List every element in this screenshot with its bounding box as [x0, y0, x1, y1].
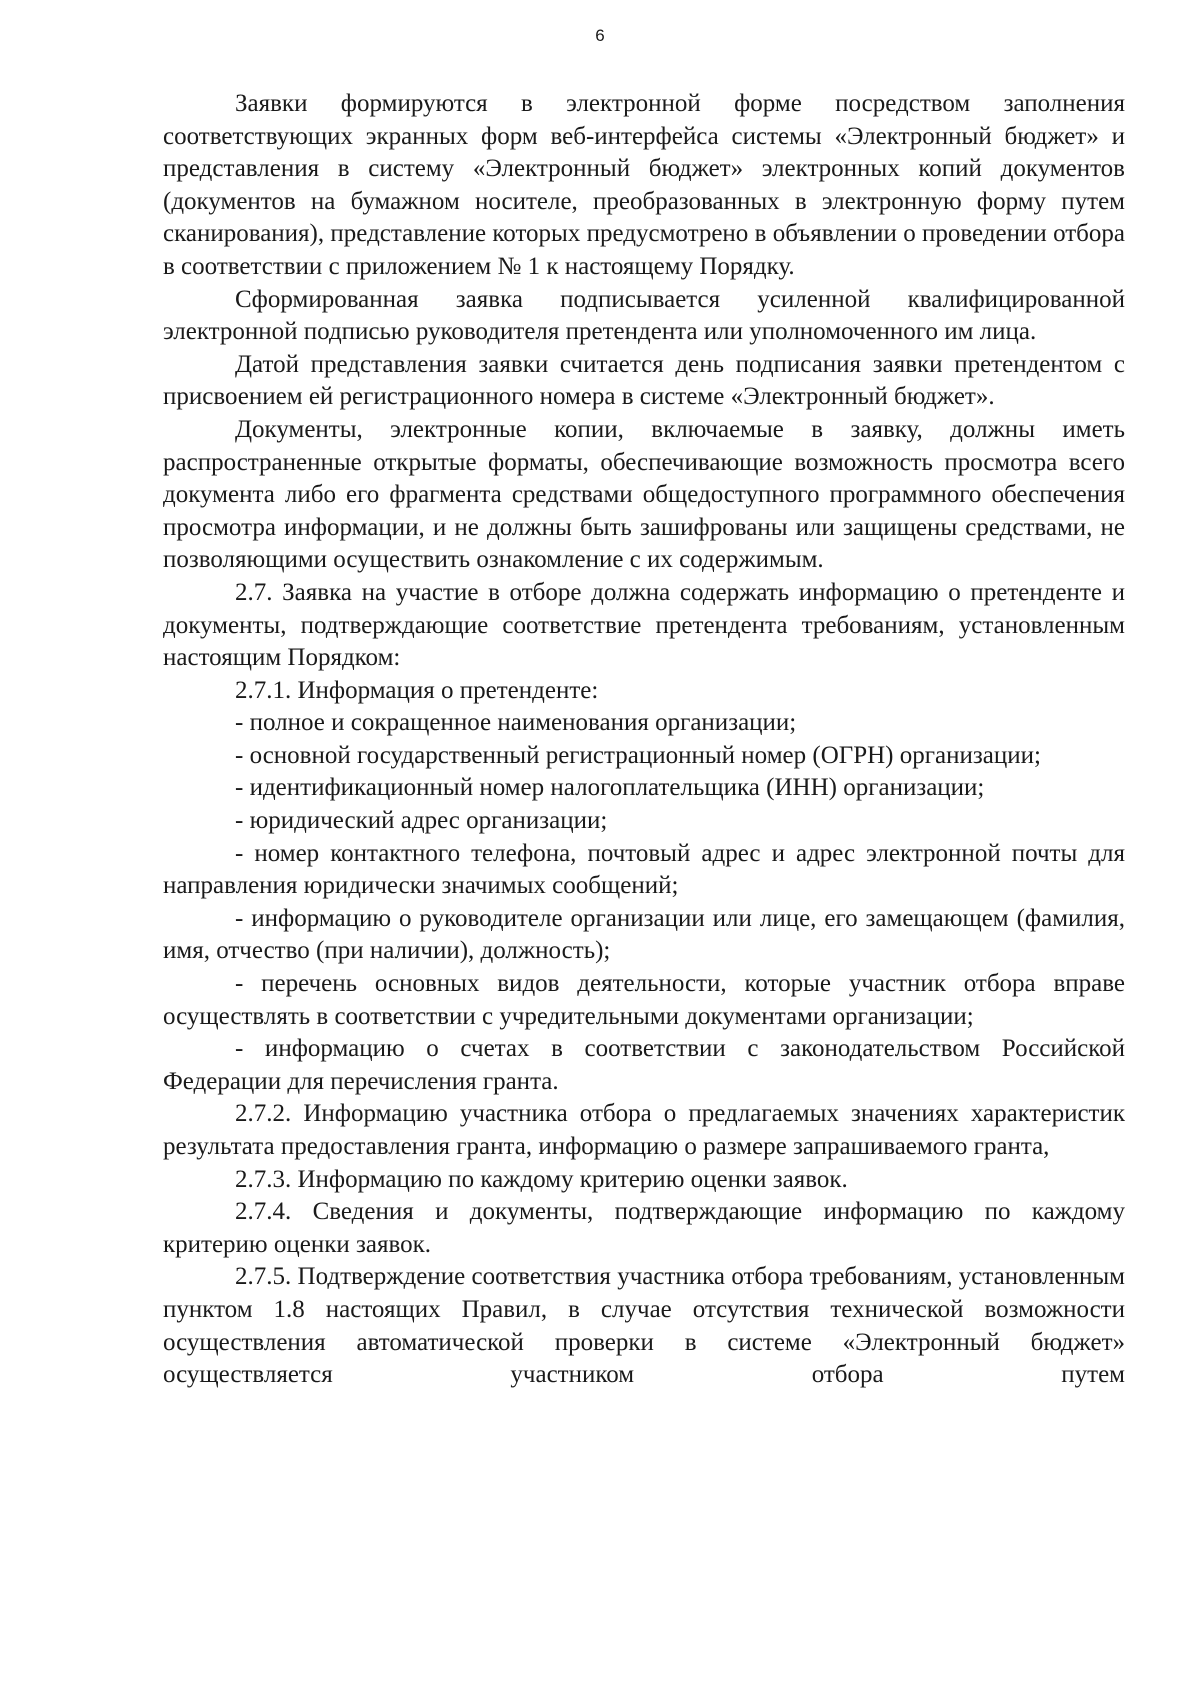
clause-2-7-4: 2.7.4. Сведения и документы, подтверждающие информацию по каждому критерию оценки заявок. — [163, 1198, 1125, 1258]
list-item-head-info: - информацию о руководителе организации или лице, его замещающем (фамилия, имя, отчество (при наличии), должность); — [163, 904, 1125, 965]
list-item-inn: - идентификационный номер налогоплательщика (ИНН) организации; — [235, 774, 985, 802]
clause-2-7-5: 2.7.5. Подтверждение соответствия участника отбора требованиям, установленным пунктом 1.8 настоящих Правил, в случае отсутствия технической возможности осуществления автоматической проверки в системе «Электронный бюджет» осуществляется участником отбора путем — [163, 1263, 1125, 1389]
list-item-contacts: - номер контактного телефона, почтовый адрес и адрес электронной почты для направления юридически значимых сообщений; — [163, 839, 1125, 900]
list-item-accounts: - информацию о счетах в соответствии с законодательством Российской Федерации для перечисления гранта. — [163, 1035, 1125, 1095]
clause-2-7-2: 2.7.2. Информацию участника отбора о предлагаемых значениях характеристик результата предоставления гранта, информацию о размере запрашиваемого гранта, — [163, 1100, 1125, 1160]
clause-2-7-1: 2.7.1. Информация о претенденте: — [235, 676, 599, 704]
clause-2-7-3: 2.7.3. Информацию по каждому критерию оценки заявок. — [235, 1165, 848, 1193]
paragraph-document-formats: Документы, электронные копии, включаемые в заявку, должны иметь распространенные открытые форматы, обеспечивающие возможность просмотра всего документа либо его фрагмента средствами общедоступного программного обеспечения просмотра информации, и не должны быть зашифрованы или защищены средствами, не позволяющими осуществить ознакомление с их содержимым. — [163, 415, 1125, 574]
document-body — [163, 88, 1125, 1392]
list-item-activities: - перечень основных видов деятельности, которые участник отбора вправе осуществлять в соответствии с учредительными документами организации; — [163, 970, 1125, 1030]
paragraph-applications-electronic-form: Заявки формируются в электронной форме посредством заполнения соответствующих экранных форм веб-интерфейса системы «Электронный бюджет» и представления в систему «Электронный бюджет» электронных копий документов (документов на бумажном носителе, преобразованных в электронную форму путем сканирования), представление которых предусмотрено в объявлении о проведении отбора в соответствии с приложением № 1 к настоящему Порядку. — [163, 90, 1125, 280]
list-item-ogrn: - основной государственный регистрационный номер (ОГРН) организации; — [235, 741, 1041, 769]
list-item-legal-address: - юридический адрес организации; — [235, 807, 608, 835]
page-number: 6 — [595, 26, 605, 45]
paragraph-application-signature: Сформированная заявка подписывается усиленной квалифицированной электронной подписью руководителя претендента или уполномоченного им лица. — [163, 285, 1125, 346]
clause-2-7: 2.7. Заявка на участие в отборе должна содержать информацию о претенденте и документы, подтверждающие соответствие претендента требованиям, установленным настоящим Порядком: — [163, 578, 1125, 672]
list-item-organization-name: - полное и сокращенное наименования организации; — [235, 709, 797, 737]
paragraph-submission-date: Датой представления заявки считается день подписания заявки претендентом с присвоением ей регистрационного номера в системе «Электронный бюджет». — [163, 350, 1125, 411]
